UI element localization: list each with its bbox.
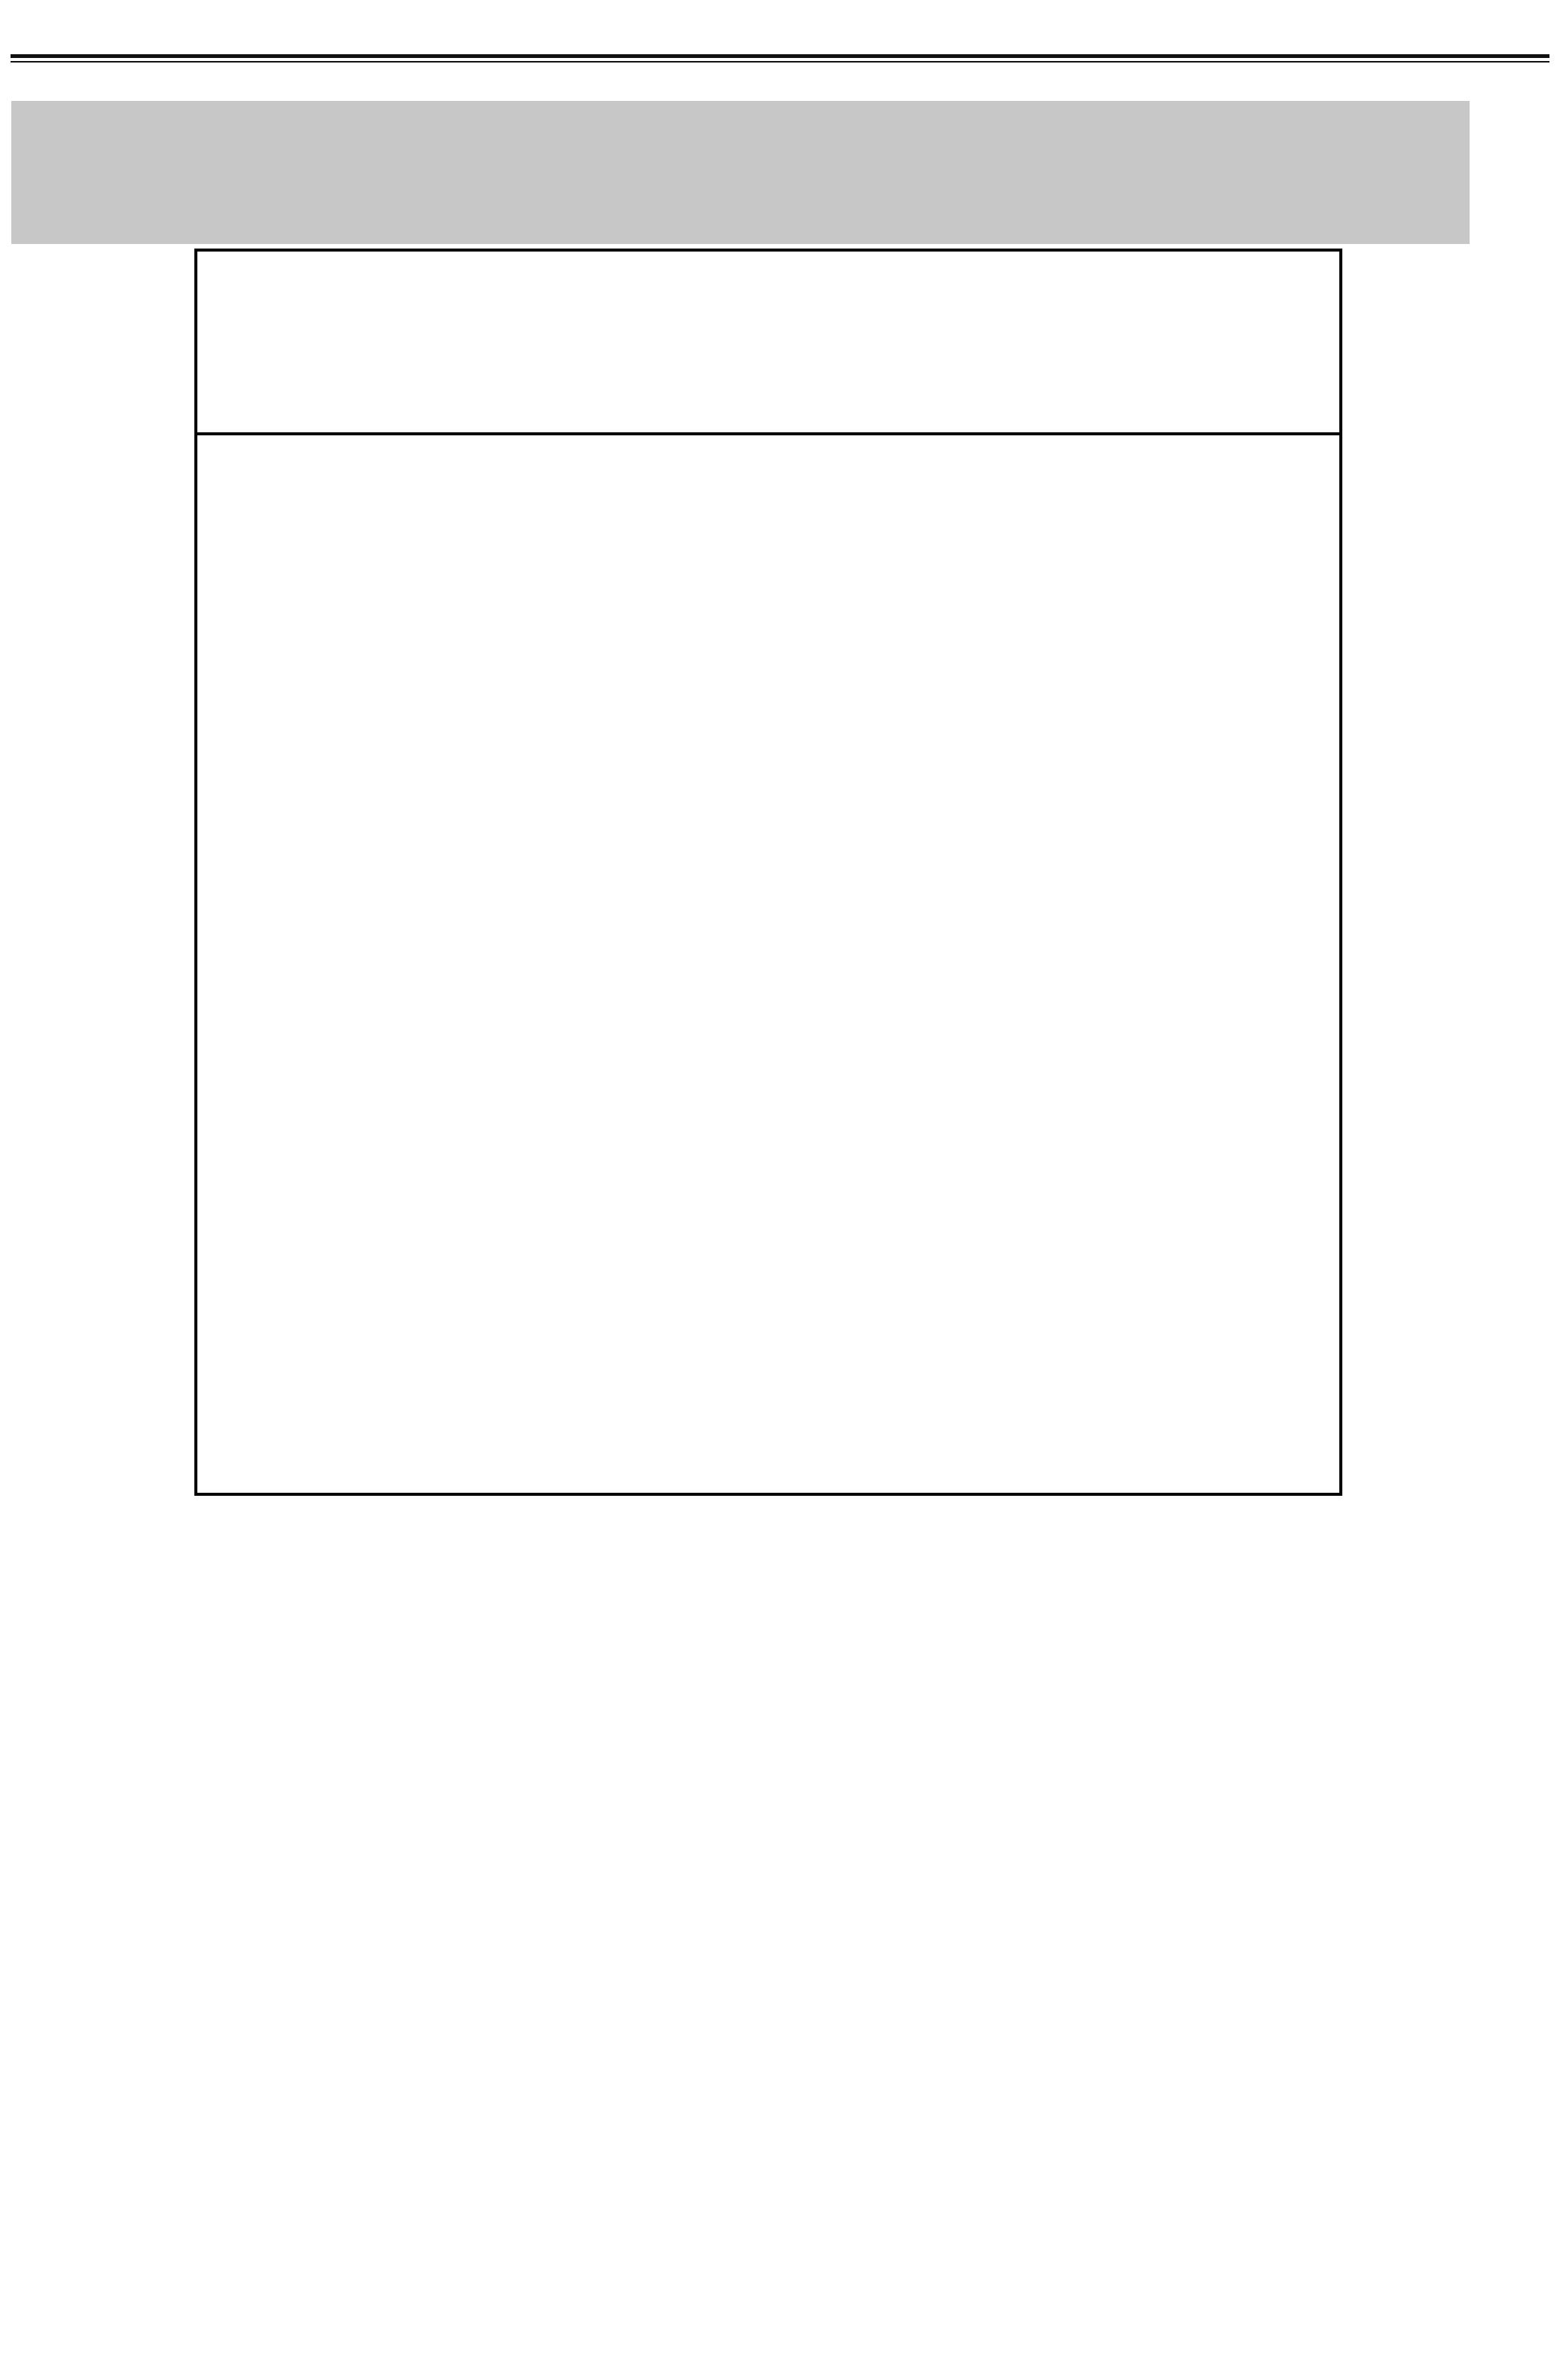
map-title xyxy=(197,252,1339,435)
header-rule-thin xyxy=(11,61,1549,63)
map-box xyxy=(194,249,1342,1496)
header-rule-thick xyxy=(11,54,1549,58)
map xyxy=(197,435,1339,1493)
title-bar xyxy=(11,101,1470,244)
map-svg xyxy=(197,435,1339,1493)
